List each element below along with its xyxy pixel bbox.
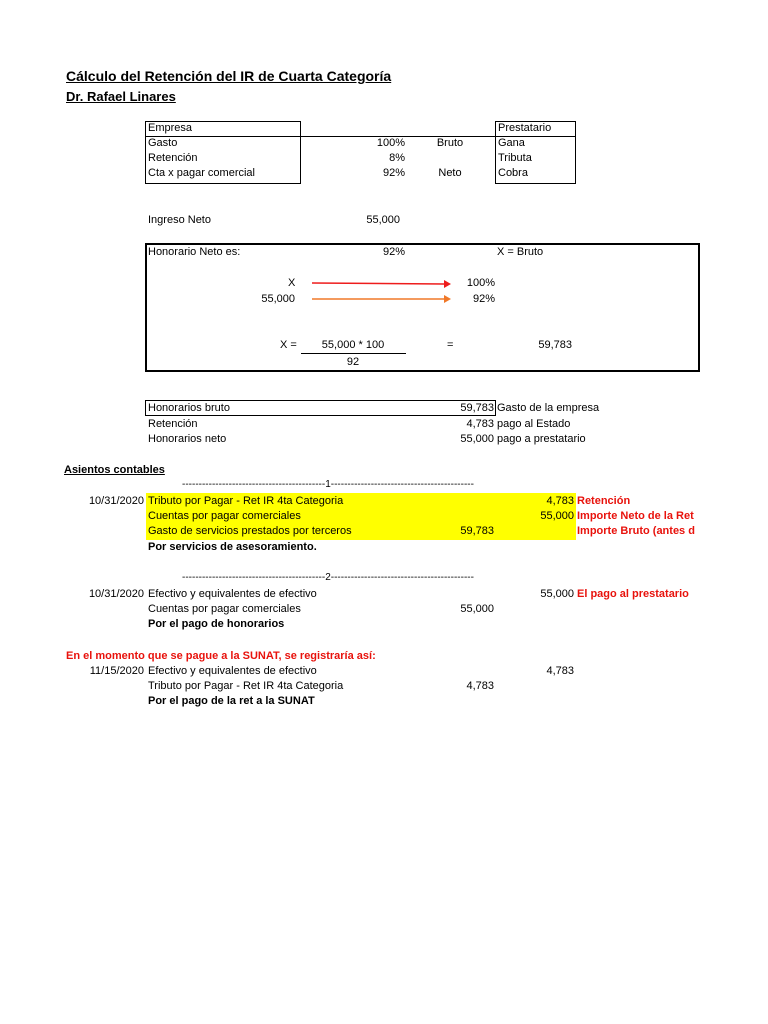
x-equals-bruto: X = Bruto — [497, 246, 544, 258]
entry-account: Cuentas por pagar comerciales — [148, 603, 301, 615]
ingreso-neto-value: 55,000 — [366, 214, 400, 226]
row-right: Cobra — [498, 167, 528, 179]
calc-result: 59,783 — [538, 339, 572, 351]
row-mid: Neto — [438, 167, 462, 179]
entry-account: Cuentas por pagar comerciales — [148, 510, 301, 522]
row-pct: 92% — [382, 167, 405, 179]
entry-account: Efectivo y equivalentes de efectivo — [148, 588, 317, 600]
entry-glosa: Por servicios de asesoramiento. — [148, 541, 317, 553]
entry-account: Tributo por Pagar - Ret IR 4ta Categoria — [148, 680, 344, 692]
hon-note: pago a prestatario — [497, 433, 586, 445]
entry-debe: 59,783 — [460, 525, 494, 537]
var-x: X — [288, 277, 296, 289]
hon-label: Honorarios neto — [148, 433, 227, 445]
hon-label: Retención — [148, 418, 198, 430]
entry-account: Gasto de servicios prestados por terceros — [148, 525, 352, 537]
row-label: Gasto — [148, 137, 178, 149]
table-header-empresa: Empresa — [148, 122, 193, 134]
x-eq: X = — [280, 339, 297, 351]
hon-value: 55,000 — [460, 433, 494, 445]
page-title: Cálculo del Retención del IR de Cuarta Categoría — [66, 68, 392, 84]
arrows — [310, 276, 452, 306]
entry-haber: 55,000 — [540, 510, 574, 522]
table-header-prestatario: Prestatario — [498, 122, 552, 134]
row-label: Retención — [148, 152, 198, 164]
entry-note: Retención — [577, 495, 631, 507]
hon-value: 4,783 — [466, 418, 494, 430]
hon-note: Gasto de la empresa — [497, 402, 600, 414]
entry-date: 11/15/2020 — [89, 665, 144, 677]
entry-date: 10/31/2020 — [88, 495, 144, 507]
entry-value: 4,783 — [466, 680, 494, 692]
honorario-neto-pct: 92% — [382, 246, 405, 258]
entry-account: Efectivo y equivalentes de efectivo — [148, 665, 317, 677]
entry-haber: 4,783 — [546, 495, 574, 507]
entry-debe: 55,000 — [460, 603, 494, 615]
row-right: Gana — [498, 137, 525, 149]
red-arrow — [312, 283, 444, 284]
equals-sign: = — [447, 339, 454, 351]
row-right: Tributa — [498, 152, 532, 164]
separator-2: -------------------------------------------2------------------------------------------- — [182, 572, 474, 583]
value-55000: 55,000 — [261, 293, 295, 305]
row-mid: Bruto — [436, 137, 464, 149]
asientos-title: Asientos contables — [64, 464, 165, 476]
numerator: 55,000 * 100 — [321, 339, 385, 351]
hon-label: Honorarios bruto — [148, 402, 230, 414]
row-pct: 8% — [389, 152, 405, 164]
pct-92: 92% — [472, 293, 495, 305]
author: Dr. Rafael Linares — [66, 89, 176, 104]
entry-note: Importe Neto de la Ret — [577, 510, 694, 522]
denominator: 92 — [346, 356, 360, 368]
row-label: Cta x pagar comercial — [148, 167, 255, 179]
entry-glosa: Por el pago de honorarios — [148, 618, 285, 630]
entry-haber: 55,000 — [540, 588, 574, 600]
hon-value: 59,783 — [460, 402, 494, 414]
entry-note: Importe Bruto (antes d — [577, 525, 695, 537]
entry-value: 4,783 — [546, 665, 574, 677]
entry-glosa: Por el pago de la ret a la SUNAT — [148, 695, 315, 707]
row-pct: 100% — [376, 137, 405, 149]
entry-note: El pago al prestatario — [577, 588, 689, 600]
honorario-neto-label: Honorario Neto es: — [148, 246, 241, 258]
entry-account: Tributo por Pagar - Ret IR 4ta Categoria — [148, 495, 344, 507]
hon-note: pago al Estado — [497, 418, 571, 430]
sunat-note: En el momento que se pague a la SUNAT, se registraría así: — [66, 650, 376, 662]
ingreso-neto-label: Ingreso Neto — [148, 214, 211, 226]
pct-100: 100% — [466, 277, 495, 289]
entry-date: 10/31/2020 — [88, 588, 144, 600]
separator-1: -------------------------------------------1------------------------------------------- — [182, 479, 474, 490]
